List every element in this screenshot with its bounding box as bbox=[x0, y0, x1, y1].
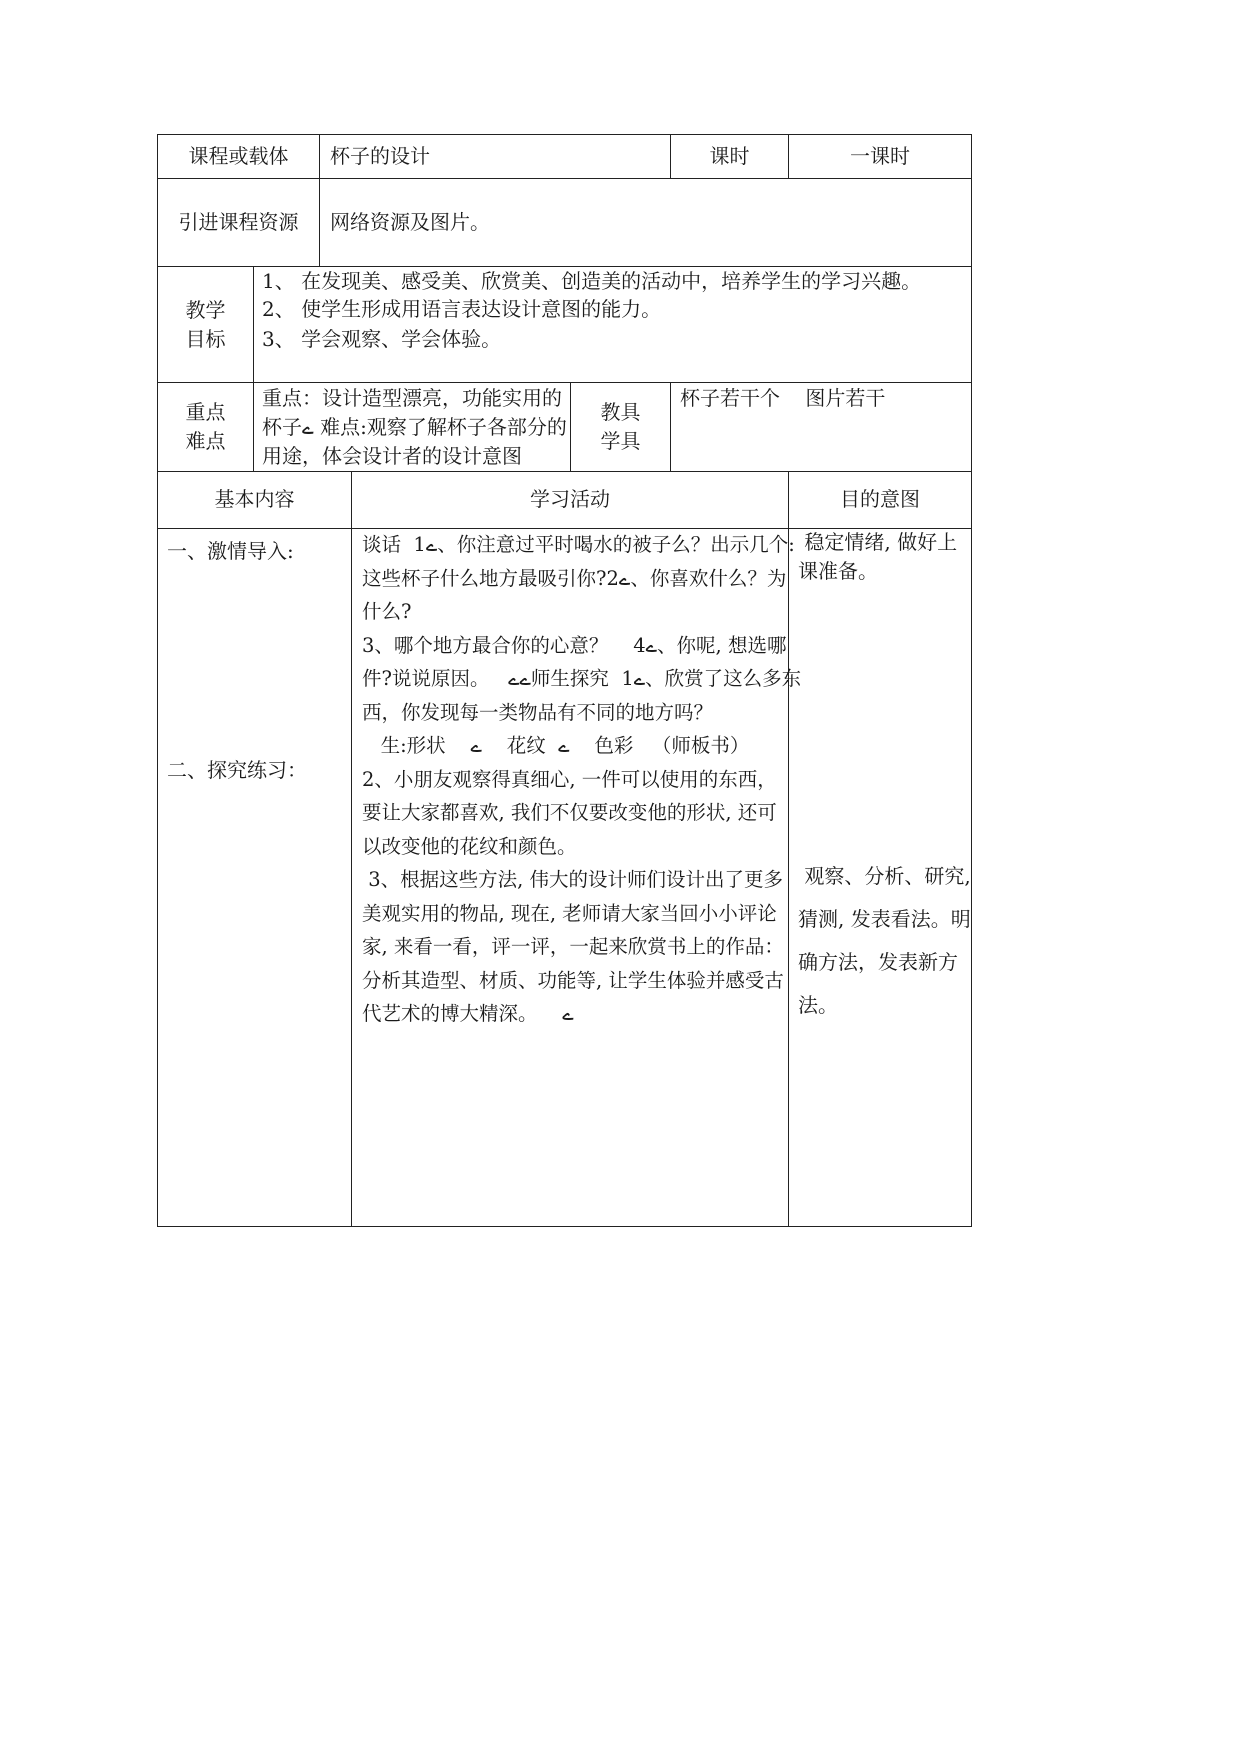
tools-label-line2: 学具 bbox=[600, 429, 641, 453]
activity-line: 这些杯子什么地方最吸引你?2ے、你喜欢什么？为 bbox=[362, 566, 787, 590]
col-header-purpose: 目的意图 bbox=[840, 487, 920, 511]
activity-line: 美观实用的物品, 现在, 老师请大家当回小小评论 bbox=[362, 901, 777, 925]
activity-line: 分析其造型、材质、功能等, 让学生体验并感受古 bbox=[362, 968, 784, 992]
course-value: 杯子的设计 bbox=[330, 144, 430, 168]
activity-line: 什么? bbox=[362, 600, 412, 623]
activity-line: 3、根据这些方法, 伟大的设计师们设计出了更多 bbox=[362, 868, 784, 891]
keypoints-label-line1: 重点 bbox=[185, 400, 226, 424]
purpose-line: 法。 bbox=[798, 993, 838, 1017]
tools-label-line1: 教具 bbox=[600, 400, 641, 424]
tools-value: 杯子若干个 图片若干 bbox=[680, 386, 886, 410]
activity-line: 件?说说原因。 ےے师生探究 1ے、欣赏了这么多东 bbox=[362, 667, 802, 690]
goal-item: 2、 使学生形成用语言表达设计意图的能力。 bbox=[262, 297, 662, 321]
purpose-line: 确方法，发表新方 bbox=[798, 950, 958, 974]
activity-line: 谈话 1ے、你注意过平时喝水的被子么？出示几个: bbox=[362, 533, 795, 556]
goals-label-line2: 目标 bbox=[185, 327, 226, 351]
activity-line: 家, 来看一看，评一评，一起来欣赏书上的作品： bbox=[362, 935, 784, 958]
section-title: 一、激情导入: bbox=[167, 539, 294, 563]
activity-line: 2、小朋友观察得真细心, 一件可以使用的东西， bbox=[362, 767, 777, 791]
purpose-text-second bbox=[798, 855, 971, 1027]
purpose-line: 课准备。 bbox=[798, 559, 878, 583]
purpose-line: 观察、分析、研究, bbox=[798, 864, 971, 888]
purpose-line: 猜测, 发表看法。明 bbox=[798, 907, 971, 931]
activity-line: 要让大家都喜欢, 我们不仅要改变他的形状, 还可 bbox=[362, 801, 777, 824]
activity-line: 生:形状 ے 花纹 ے 色彩 （师板书） bbox=[362, 734, 750, 757]
activity-line: 以改变他的花纹和颜色。 bbox=[362, 834, 577, 858]
resources-value: 网络资源及图片。 bbox=[330, 210, 490, 234]
activity-line: 代艺术的博大精深。 ے bbox=[362, 1002, 574, 1025]
goal-item: 1、 在发现美、感受美、欣赏美、创造美的活动中，培养学生的学习兴趣。 bbox=[262, 269, 922, 293]
activity-line: 西，你发现每一类物品有不同的地方吗？ bbox=[362, 700, 714, 724]
hours-label: 课时 bbox=[709, 144, 750, 168]
hours-value: 一课时 bbox=[850, 144, 910, 168]
purpose-line: 稳定情绪, 做好上 bbox=[798, 530, 958, 554]
cell-body-content bbox=[157, 528, 352, 1227]
goal-item: 3、 学会观察、学会体验。 bbox=[262, 327, 502, 351]
activity-line: 3、哪个地方最合你的心意？ 4ے、你呢, 想选哪 bbox=[362, 633, 787, 657]
col-header-activity: 学习活动 bbox=[530, 487, 610, 511]
course-label: 课程或载体 bbox=[188, 144, 289, 168]
resources-label: 引进课程资源 bbox=[178, 210, 299, 234]
section-title: 二、探究练习： bbox=[167, 758, 307, 782]
keypoints-line: 杯子ے 难点:观察了解杯子各部分的 bbox=[262, 415, 567, 439]
goals-label-line1: 教学 bbox=[185, 298, 226, 322]
keypoints-line: 用途，体会设计者的设计意图 bbox=[262, 444, 522, 468]
purpose-text-first bbox=[798, 528, 957, 586]
activity-text bbox=[362, 528, 801, 1031]
keypoints-label-line2: 难点 bbox=[185, 429, 226, 453]
keypoints-line: 重点：设计造型漂亮，功能实用的 bbox=[262, 386, 562, 410]
col-header-content: 基本内容 bbox=[214, 487, 295, 511]
